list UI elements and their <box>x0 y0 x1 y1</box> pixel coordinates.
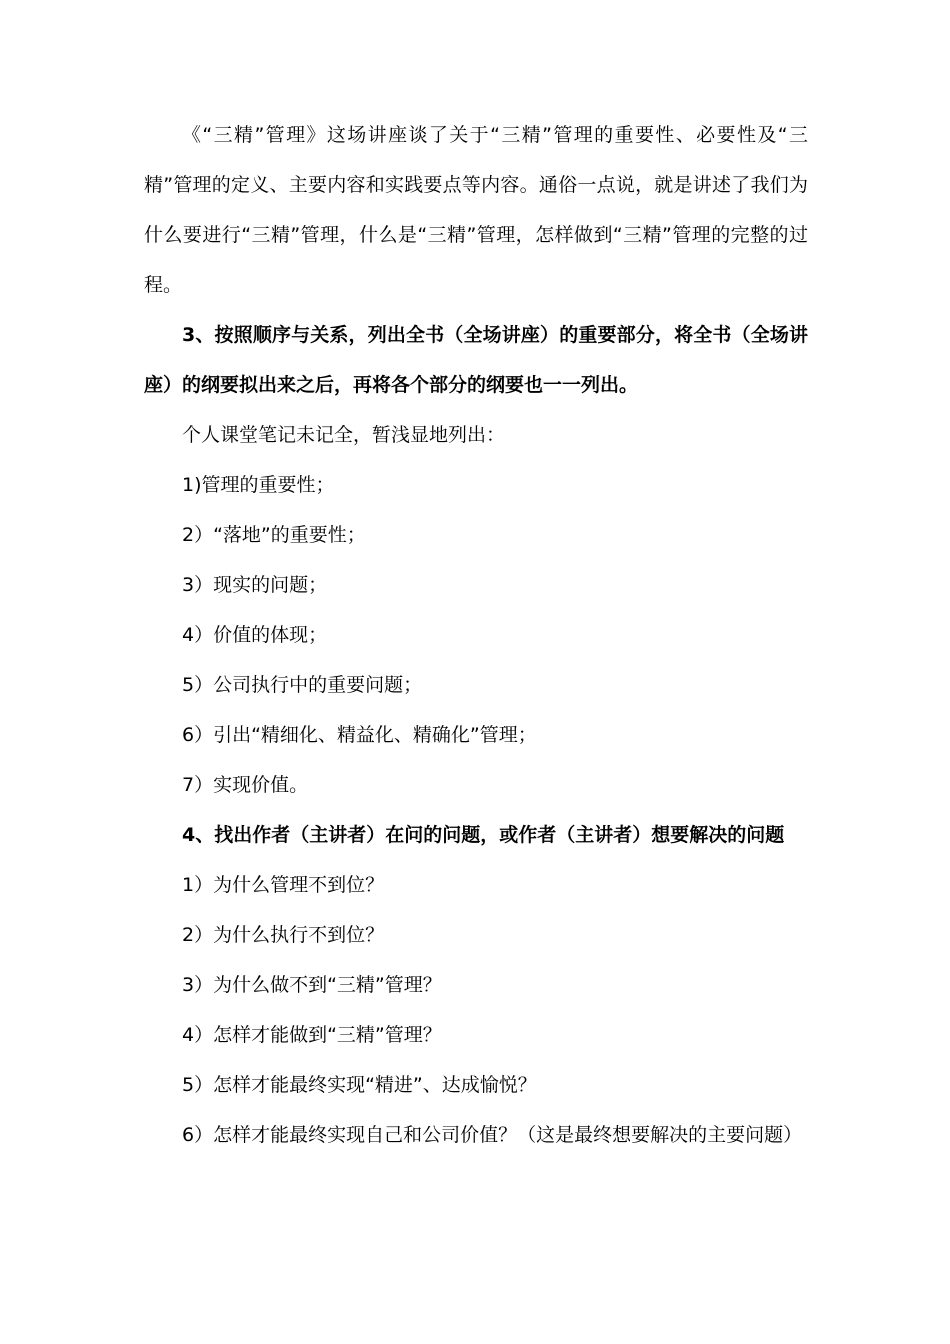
section-heading-4: 4、找出作者（主讲者）在问的问题，或作者（主讲者）想要解决的问题 <box>182 824 785 846</box>
list-item: 5）怎样才能最终实现“精进”、达成愉悦？ <box>182 1074 537 1096</box>
document-page <box>144 110 808 1160</box>
list-item: 4）价值的体现； <box>182 624 328 646</box>
list-item: 2）为什么执行不到位？ <box>182 924 385 946</box>
list-item: 7）实现价值。 <box>182 774 309 796</box>
list-item: 3）为什么做不到“三精”管理？ <box>182 974 442 996</box>
section-heading-3: 3、按照顺序与关系，列出全书（全场讲座）的重要部分，将全书（全场讲座）的纲要拟出来之后，再将各个部分的纲要也一一列出。 <box>144 324 808 396</box>
list-item: 6）引出“精细化、精益化、精确化”管理； <box>182 724 537 746</box>
list-item: 4）怎样才能做到“三精”管理？ <box>182 1024 442 1046</box>
outline-list <box>144 460 808 810</box>
question-list <box>144 860 808 1160</box>
list-item: 2）“落地”的重要性； <box>182 524 366 546</box>
list-item: 1）为什么管理不到位？ <box>182 874 385 896</box>
intro-paragraph: 《“三精”管理》这场讲座谈了关于“三精”管理的重要性、必要性及“三精”管理的定义、主要内容和实践要点等内容。通俗一点说，就是讲述了我们为什么要进行“三精”管理，什么是“三精”管理，怎样做到“三精”管理的完整的过程。 <box>144 124 808 296</box>
notes-intro: 个人课堂笔记未记全，暂浅显地列出： <box>182 424 506 446</box>
list-item: 3）现实的问题； <box>182 574 328 596</box>
list-item: 5）公司执行中的重要问题； <box>182 674 423 696</box>
list-item: 6）怎样才能最终实现自己和公司价值？（这是最终想要解决的主要问题） <box>182 1124 803 1146</box>
list-item: 1)管理的重要性； <box>182 474 335 496</box>
